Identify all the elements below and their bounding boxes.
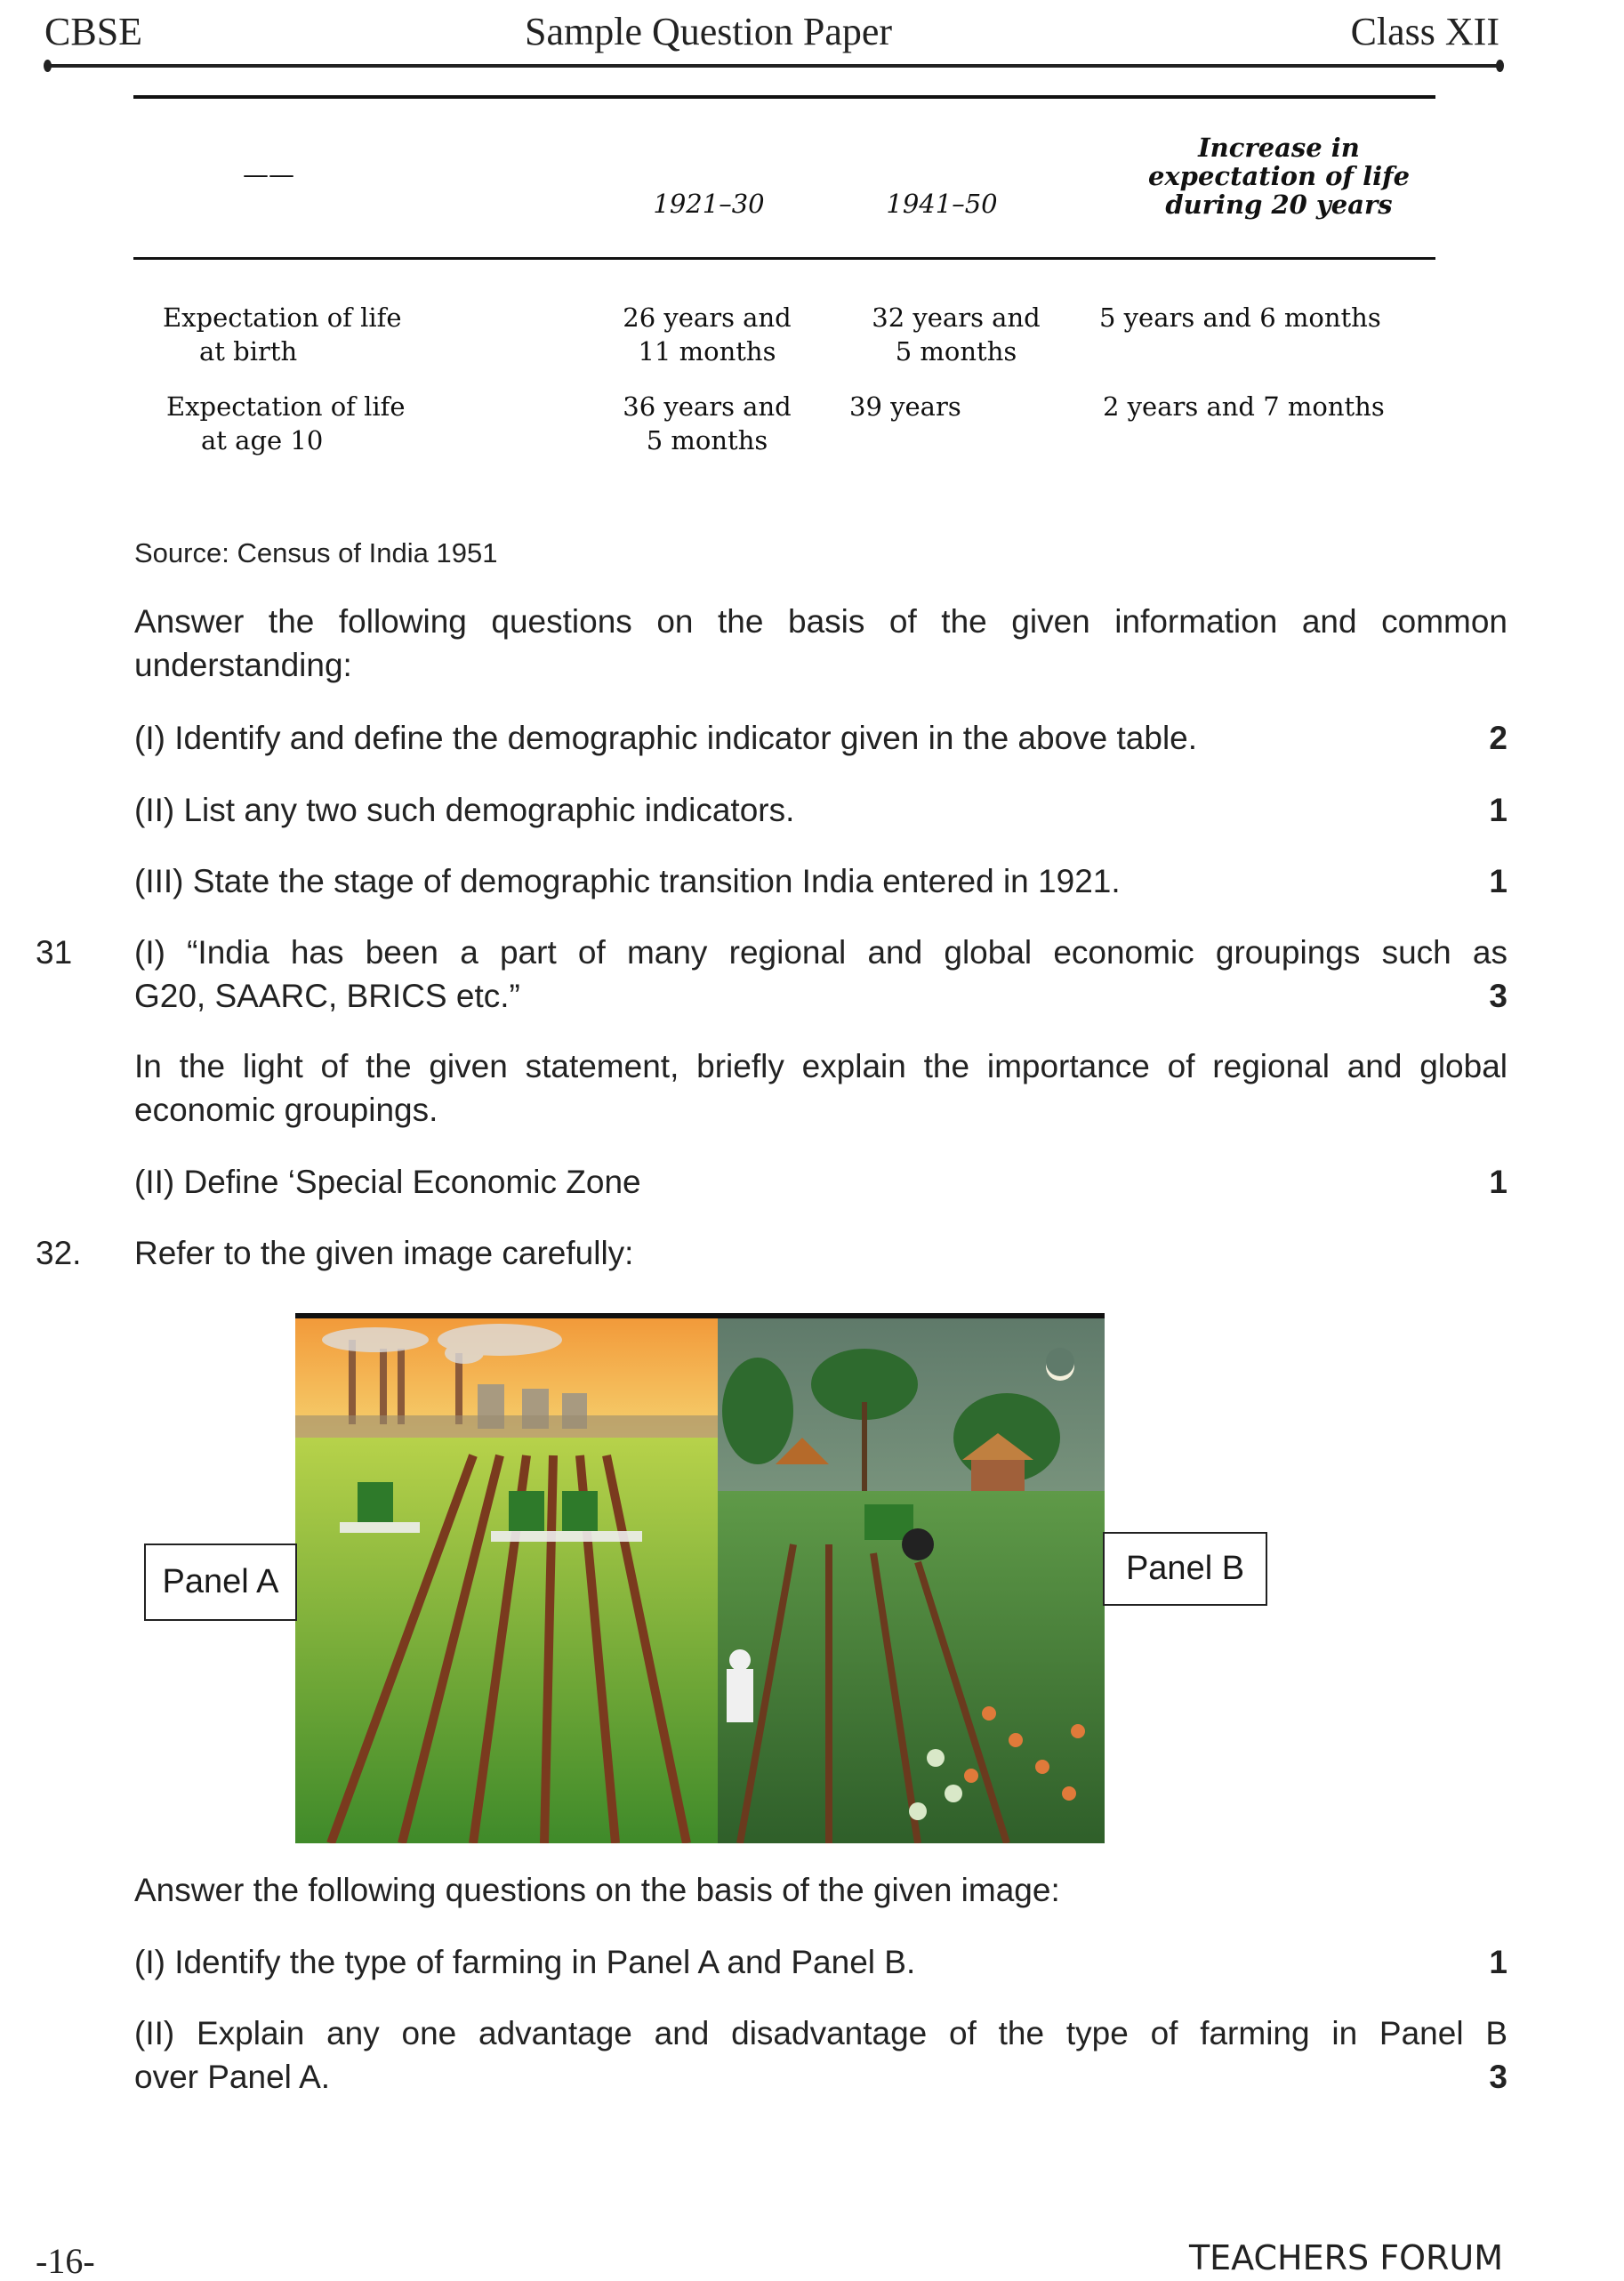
cell-1941: 39 years xyxy=(849,391,961,422)
q30-intro: Answer the following questions on the basis of the given information and common understanding: xyxy=(134,603,1507,683)
q32-number: 32. xyxy=(36,1235,82,1271)
cell-1921-cont: 11 months xyxy=(638,336,776,367)
q32-prompt: Refer to the given image carefully: xyxy=(134,1235,634,1271)
footer-brand: TEACHERS FORUM xyxy=(1188,2238,1503,2277)
q30-part-2: (II) List any two such demographic indicators. xyxy=(134,792,795,828)
table-source: Source: Census of India 1951 xyxy=(134,537,498,568)
cell-increase: 5 years and 6 months xyxy=(1099,302,1381,333)
table-header-1921: 1921–30 xyxy=(653,189,765,219)
farming-comparison-image xyxy=(295,1313,1105,1843)
q31-number: 31 xyxy=(36,934,73,971)
header-right: Class XII xyxy=(1350,10,1499,53)
q32-part2-line2: over Panel A. xyxy=(134,2059,331,2095)
cell-1921-cont: 5 months xyxy=(646,425,768,455)
header-left: CBSE xyxy=(44,10,143,53)
q32-part1: (I) Identify the type of farming in Panel A and Panel B. xyxy=(134,1944,916,1980)
page-number: -16- xyxy=(36,2241,95,2281)
panel-a-label: Panel A xyxy=(144,1544,297,1621)
table-header-1941: 1941–50 xyxy=(886,189,998,219)
header-title: Sample Question Paper xyxy=(525,10,893,53)
row-label-line2: at age 10 xyxy=(201,425,324,455)
farmer xyxy=(727,1649,753,1722)
row-label-line2: at birth xyxy=(199,336,298,367)
q32-part1-marks: 1 xyxy=(1489,1944,1507,1980)
q31-part1-followup: In the light of the given statement, briefly explain the importance of regional and global economic groupings. xyxy=(134,1048,1507,1128)
table-header-increase-l1: Increase in xyxy=(1198,133,1360,163)
cell-1921: 36 years and xyxy=(623,391,792,422)
table-header-blank: —— xyxy=(243,159,294,189)
cell-1941: 32 years and xyxy=(872,302,1041,333)
table-header-rule xyxy=(133,257,1435,260)
q30-part-2-marks: 1 xyxy=(1489,792,1507,828)
q30-part-1: (I) Identify and define the demographic indicator given in the above table. xyxy=(134,720,1198,756)
cell-increase: 2 years and 7 months xyxy=(1103,391,1385,422)
panel-b-illustration xyxy=(718,1318,1105,1843)
row-label-line1: Expectation of life xyxy=(163,302,402,333)
row-label-line1: Expectation of life xyxy=(166,391,406,422)
q31-part1-line2: G20, SAARC, BRICS etc.” xyxy=(134,978,520,1014)
panel-a-illustration xyxy=(295,1318,718,1843)
table-header-increase-l3: during 20 years xyxy=(1165,189,1393,220)
q31-part1-line1: (I) “India has been a part of many regional and global economic groupings such as xyxy=(134,934,1507,971)
q31-part2: (II) Define ‘Special Economic Zone xyxy=(134,1164,641,1200)
q30-part-3-marks: 1 xyxy=(1489,863,1507,899)
table-top-rule xyxy=(133,95,1435,99)
q30-part-1-marks: 2 xyxy=(1489,720,1507,756)
cell-1941-cont: 5 months xyxy=(895,336,1017,367)
table-header-increase-l2: expectation of life xyxy=(1147,161,1411,191)
header-rule xyxy=(47,64,1500,68)
q32-part2-marks: 3 xyxy=(1489,2059,1507,2095)
panel-b-label: Panel B xyxy=(1103,1532,1267,1606)
image-top-border xyxy=(295,1313,1105,1318)
q32-part2-line1: (II) Explain any one advantage and disadvantage of the type of farming in Panel B xyxy=(134,2015,1507,2051)
q30-part-3: (III) State the stage of demographic transition India entered in 1921. xyxy=(134,863,1121,899)
cell-1921: 26 years and xyxy=(623,302,792,333)
q31-part1-marks: 3 xyxy=(1489,978,1507,1014)
q31-part2-marks: 1 xyxy=(1489,1164,1507,1200)
q32-intro: Answer the following questions on the basis of the given image: xyxy=(134,1872,1060,1908)
